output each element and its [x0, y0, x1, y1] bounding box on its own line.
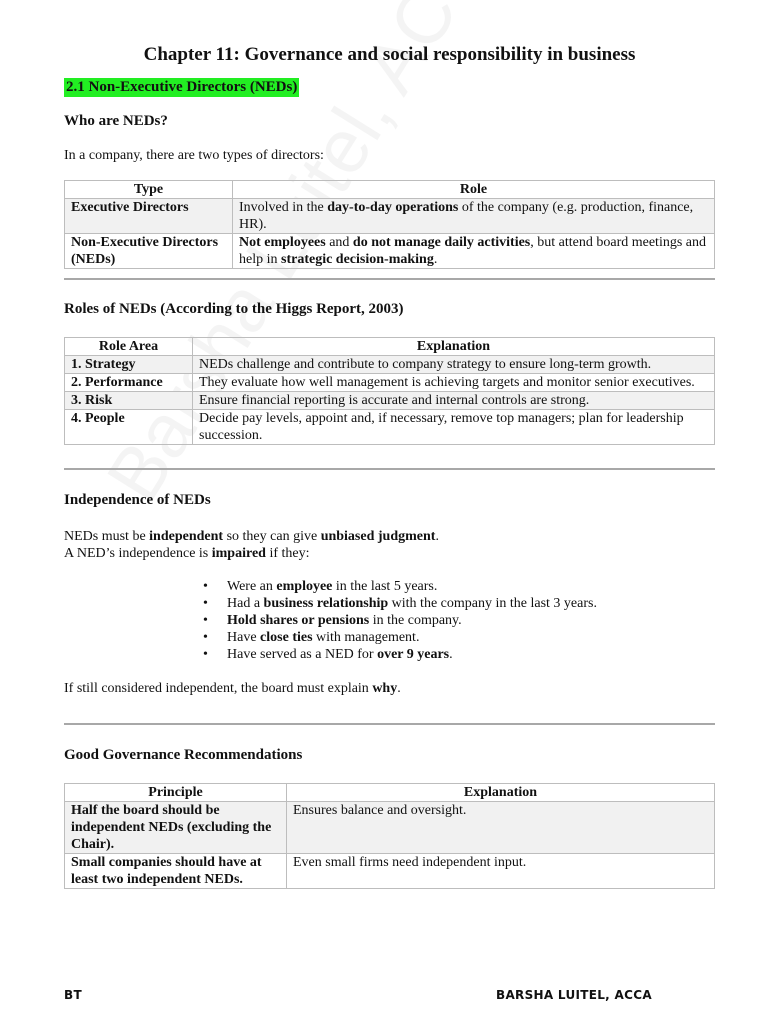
list-item: • Hold shares or pensions in the company. — [203, 612, 597, 629]
table-row — [65, 374, 715, 392]
header-role-area: Role Area — [65, 338, 193, 356]
role-explanation-cell: Decide pay levels, appoint and, if necessary, remove top managers; plan for leadership succession. — [193, 410, 715, 445]
roles-heading: Roles of NEDs (According to the Higgs Report, 2003) — [64, 301, 404, 317]
role-explanation-cell: NEDs challenge and contribute to company strategy to ensure long-term growth. — [193, 356, 715, 374]
impaired-list — [203, 578, 597, 663]
still-independent-paragraph: If still considered independent, the board must explain why. — [64, 681, 401, 696]
role-area-cell: 3. Risk — [65, 392, 193, 410]
role-area-cell: 2. Performance — [65, 374, 193, 392]
divider — [64, 278, 715, 280]
list-item: • Have served as a NED for over 9 years. — [203, 646, 597, 663]
directors-table-header — [65, 181, 715, 199]
director-role-cell: Involved in the day-to-day operations of the company (e.g. production, finance, HR). — [233, 199, 715, 234]
header-role: Role — [233, 181, 715, 199]
role-explanation-cell: Ensure financial reporting is accurate and internal controls are strong. — [193, 392, 715, 410]
principle-cell: Half the board should be independent NEDs (excluding the Chair). — [65, 802, 287, 854]
role-area-cell: 4. People — [65, 410, 193, 445]
who-heading: Who are NEDs? — [64, 113, 168, 129]
roles-table-header — [65, 338, 715, 356]
principle-explanation-cell: Even small firms need independent input. — [287, 854, 715, 889]
table-row — [65, 802, 715, 854]
divider — [64, 723, 715, 725]
role-area-cell: 1. Strategy — [65, 356, 193, 374]
footer-left: BT — [64, 988, 82, 1002]
page-title: Chapter 11: Governance and social responsibility in business — [143, 44, 636, 65]
roles-table — [64, 337, 715, 445]
table-row — [65, 854, 715, 889]
header-principle: Principle — [65, 784, 287, 802]
directors-table — [64, 180, 715, 269]
list-item: • Had a business relationship with the company in the last 3 years. — [203, 595, 597, 612]
governance-heading: Good Governance Recommendations — [64, 747, 303, 763]
list-item: • Have close ties with management. — [203, 629, 597, 646]
role-explanation-cell: They evaluate how well management is achieving targets and monitor senior executives. — [193, 374, 715, 392]
table-row — [65, 199, 715, 234]
independence-line-2: A NED’s independence is impaired if they: — [64, 546, 310, 561]
intro-paragraph: In a company, there are two types of directors: — [64, 148, 324, 163]
director-type-cell: Executive Directors — [65, 199, 233, 234]
divider — [64, 468, 715, 470]
independence-heading: Independence of NEDs — [64, 492, 211, 508]
header-type: Type — [65, 181, 233, 199]
principle-explanation-cell: Ensures balance and oversight. — [287, 802, 715, 854]
director-type-cell: Non-Executive Directors (NEDs) — [65, 234, 233, 269]
principle-cell: Small companies should have at least two independent NEDs. — [65, 854, 287, 889]
table-row — [65, 392, 715, 410]
governance-table — [64, 783, 715, 889]
header-explanation: Explanation — [193, 338, 715, 356]
list-item: • Were an employee in the last 5 years. — [203, 578, 597, 595]
footer-right: BARSHA LUITEL, ACCA — [496, 988, 652, 1002]
governance-table-header — [65, 784, 715, 802]
director-role-cell: Not employees and do not manage daily activities, but attend board meetings and help in strategic decision-making. — [233, 234, 715, 269]
independence-line-1: NEDs must be independent so they can give unbiased judgment. — [64, 529, 439, 544]
table-row — [65, 356, 715, 374]
table-row — [65, 410, 715, 445]
table-row — [65, 234, 715, 269]
section-heading-highlighted: 2.1 Non-Executive Directors (NEDs) — [66, 79, 298, 95]
header-explanation: Explanation — [287, 784, 715, 802]
